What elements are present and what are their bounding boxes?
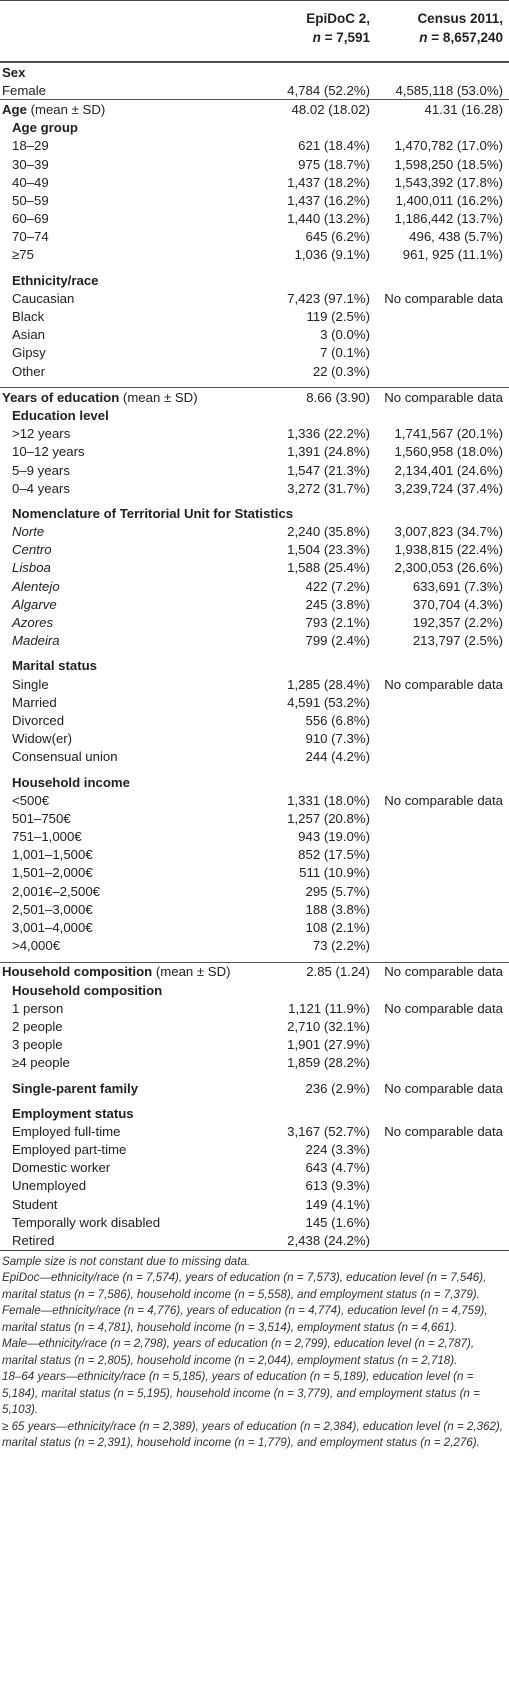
row-label-text: 50–59 [12, 192, 49, 208]
epidoc-value: 1,547 (21.3%) [287, 462, 370, 478]
table-row [0, 425, 509, 443]
table-row [0, 1122, 509, 1140]
census-value: 496, 438 (5.7%) [409, 229, 503, 245]
census-value: 1,741,567 (20.1%) [394, 426, 503, 442]
table-row [0, 479, 509, 497]
table-row [0, 1159, 509, 1177]
footnote: Sample size is not constant due to missing data. [2, 1254, 251, 1268]
epidoc-value: 8.66 (3.90) [306, 389, 370, 405]
epidoc-value: 556 (6.8%) [305, 712, 370, 728]
table-row [0, 882, 509, 900]
table-row [0, 864, 509, 882]
row-label [0, 481, 240, 496]
census-value: No comparable data [384, 290, 503, 306]
row-label-text: Other [12, 363, 45, 379]
row-spacer [0, 1097, 509, 1104]
row-label-text: 40–49 [12, 174, 49, 190]
epidoc-value: 108 (2.1%) [305, 920, 370, 936]
row-label [0, 1142, 240, 1157]
epidoc-value: 799 (2.4%) [305, 633, 370, 649]
epidoc-value: 1,437 (16.2%) [287, 192, 370, 208]
row-label [0, 560, 240, 575]
row-label-text: Single [12, 676, 49, 692]
row-label [0, 524, 240, 539]
row-label [0, 964, 240, 979]
row-label [0, 1055, 240, 1070]
row-label-text: Education level [12, 407, 109, 423]
table-row [0, 937, 509, 955]
row-spacer [0, 1072, 509, 1079]
table-row [0, 1141, 509, 1159]
row-label [0, 309, 240, 324]
epidoc-value: 975 (18.7%) [298, 156, 370, 172]
table-row [0, 443, 509, 461]
epidoc-value: 1,588 (25.4%) [287, 560, 370, 576]
row-label [0, 327, 240, 342]
header-epidoc [240, 1, 370, 61]
epidoc-value: 1,036 (9.1%) [294, 247, 370, 263]
epidoc-value: 7 (0.1%) [320, 345, 370, 361]
row-label-text: Centro [12, 542, 52, 558]
row-label-text: Female [2, 82, 46, 98]
epidoc-value: 1,901 (27.9%) [287, 1037, 370, 1053]
table-row [0, 81, 509, 99]
epidoc-value: 613 (9.3%) [305, 1178, 370, 1194]
row-label [0, 633, 240, 648]
census-value: 1,470,782 (17.0%) [394, 138, 503, 154]
header-epidoc-count: = 7,591 [320, 30, 370, 45]
row-spacer [0, 766, 509, 773]
row-label-text: Age group [12, 120, 78, 136]
row-label-text: 5–9 years [12, 462, 70, 478]
row-label [0, 120, 240, 135]
row-label [0, 884, 240, 899]
row-label-text: 2 people [12, 1018, 63, 1034]
table-row [0, 632, 509, 650]
census-value: 633,691 (7.3%) [412, 578, 503, 594]
footnote: 18–64 years—ethnicity/race (n = 5,185), years of education (n = 5,189), education level (n = 5,184), marital status (n = 5,195), household income (n = 3,779), and employment status (n = 5,103). [2, 1370, 480, 1417]
row-label-text: Nomenclature of Territorial Unit for Statistics [12, 505, 294, 521]
table-row [0, 504, 509, 522]
census-value: No comparable data [384, 676, 503, 692]
row-label [0, 847, 240, 862]
row-label [0, 713, 240, 728]
census-value: 3,239,724 (37.4%) [394, 480, 503, 496]
epidoc-value: 188 (3.8%) [305, 901, 370, 917]
row-label [0, 463, 240, 478]
census-value: 4,585,118 (53.0%) [395, 82, 503, 98]
table-row [0, 119, 509, 137]
row-label [0, 193, 240, 208]
row-label-text: Temporally work disabled [12, 1214, 161, 1230]
row-label-text: 1 person [12, 1000, 64, 1016]
table-row [0, 99, 509, 118]
row-label-text: Sex [2, 64, 26, 80]
row-label [0, 1197, 240, 1212]
table-footnotes [0, 1250, 509, 1452]
row-label [0, 211, 240, 226]
epidoc-value: 295 (5.7%) [305, 883, 370, 899]
table-row [0, 523, 509, 541]
epidoc-value: 643 (4.7%) [305, 1160, 370, 1176]
row-label-text: ≥75 [12, 247, 34, 263]
census-value: 3,007,823 (34.7%) [394, 524, 503, 540]
header-epidoc-line2 [240, 28, 370, 47]
row-label [0, 793, 240, 808]
row-label-text: 3,001–4,000€ [12, 920, 93, 936]
census-value: No comparable data [384, 1123, 503, 1139]
epidoc-value: 145 (1.6%) [305, 1214, 370, 1230]
table-row [0, 730, 509, 748]
footnote: ≥ 65 years—ethnicity/race (n = 2,389), years of education (n = 2,384), education level (n = 2,362), marital status (n = 2,391), household income (n = 1,779), and employment status (n = 2,276). [2, 1419, 503, 1450]
census-value: 370,704 (4.3%) [412, 596, 503, 612]
epidoc-value: 422 (7.2%) [305, 578, 370, 594]
row-label [0, 1215, 240, 1230]
table-row [0, 559, 509, 577]
table-row [0, 657, 509, 675]
epidoc-value: 3 (0.0%) [320, 327, 370, 343]
row-label [0, 579, 240, 594]
header-epidoc-n: n [312, 30, 321, 45]
table-row [0, 613, 509, 631]
census-value: 2,300,053 (26.6%) [394, 560, 503, 576]
table-row [0, 246, 509, 264]
row-label [0, 677, 240, 692]
row-label-text: Widow(er) [12, 731, 73, 747]
row-label [0, 1124, 240, 1139]
row-label-text: Alentejo [12, 578, 60, 594]
row-label-text: 60–69 [12, 211, 49, 227]
epidoc-value: 4,591 (53.2%) [287, 694, 370, 710]
header-census-line1: Census 2011, [417, 11, 503, 26]
table-row [0, 773, 509, 791]
row-spacer [0, 497, 509, 504]
row-label [0, 390, 240, 405]
table-row [0, 1054, 509, 1072]
table-row [0, 846, 509, 864]
row-label [0, 505, 294, 521]
table-row [0, 791, 509, 809]
epidoc-value: 245 (3.8%) [305, 596, 370, 612]
table-row [0, 271, 509, 289]
row-label [0, 157, 240, 172]
table-row [0, 1213, 509, 1231]
table-header [0, 0, 509, 62]
epidoc-value: 2,240 (35.8%) [287, 524, 370, 540]
row-label [0, 273, 240, 288]
table-row [0, 1036, 509, 1054]
row-label-text: <500€ [12, 792, 50, 808]
epidoc-value: 1,859 (28.2%) [287, 1055, 370, 1071]
table-row [0, 962, 509, 981]
epidoc-value: 1,257 (20.8%) [287, 810, 370, 826]
table-row [0, 999, 509, 1017]
census-value: 961, 925 (11.1%) [402, 247, 503, 263]
table-row [0, 173, 509, 191]
row-label [0, 938, 240, 953]
row-label [0, 658, 240, 673]
row-label-text: 2,501–3,000€ [12, 901, 93, 917]
row-label-text: Married [12, 694, 57, 710]
table-body [0, 62, 509, 1250]
epidoc-value: 793 (2.1%) [305, 615, 370, 631]
row-label-text: Algarve [12, 596, 57, 612]
row-label-text: Norte [12, 524, 45, 540]
table-row [0, 210, 509, 228]
epidoc-value: 1,331 (18.0%) [287, 792, 370, 808]
row-label-text: Azores [12, 615, 54, 631]
census-value: 2,134,401 (24.6%) [394, 462, 503, 478]
census-value: 213,797 (2.5%) [412, 633, 503, 649]
table-row [0, 461, 509, 479]
epidoc-value: 224 (3.3%) [305, 1142, 370, 1158]
table-row [0, 675, 509, 693]
epidoc-value: 910 (7.3%) [305, 731, 370, 747]
census-value: 1,186,442 (13.7%) [394, 211, 503, 227]
row-label [0, 615, 240, 630]
table-row [0, 918, 509, 936]
epidoc-value: 1,440 (13.2%) [287, 211, 370, 227]
row-label-text: Household income [12, 774, 130, 790]
epidoc-value: 621 (18.4%) [298, 138, 370, 154]
row-label-text: 70–74 [12, 229, 49, 245]
row-label-text: Household composition [2, 964, 153, 980]
epidoc-value: 119 (2.5%) [306, 309, 370, 325]
epidoc-value: 1,336 (22.2%) [287, 426, 370, 442]
epidoc-value: 852 (17.5%) [298, 847, 370, 863]
row-label [0, 65, 240, 80]
table-row [0, 307, 509, 325]
table-row [0, 387, 509, 406]
row-label [0, 364, 240, 379]
row-label [0, 597, 240, 612]
table-row [0, 406, 509, 424]
epidoc-value: 7,423 (97.1%) [287, 290, 370, 306]
row-label [0, 829, 240, 844]
epidoc-value: 3,272 (31.7%) [287, 480, 370, 496]
census-value: No comparable data [384, 1000, 503, 1016]
table-row [0, 228, 509, 246]
row-label [0, 695, 240, 710]
row-label [0, 983, 240, 998]
row-label-suffix: (mean ± SD) [152, 964, 231, 980]
row-label-text: Domestic worker [12, 1160, 111, 1176]
census-value: 192,357 (2.2%) [412, 615, 503, 631]
row-label-text: 0–4 years [12, 480, 70, 496]
row-label [0, 1160, 240, 1175]
table-row [0, 362, 509, 380]
epidoc-value: 2,438 (24.2%) [287, 1233, 370, 1249]
row-label-text: Household composition [12, 982, 163, 998]
row-label-text: 2,001€–2,500€ [12, 883, 101, 899]
row-label [0, 1037, 240, 1052]
row-label-text: >4,000€ [12, 938, 61, 954]
header-census [370, 1, 509, 61]
census-value: 1,560,958 (18.0%) [394, 444, 503, 460]
table-row [0, 62, 509, 81]
table-row [0, 326, 509, 344]
row-label-text: Unemployed [12, 1178, 87, 1194]
row-label [0, 102, 240, 117]
row-label-text: 1,501–2,000€ [12, 865, 93, 881]
row-label-text: 501–750€ [12, 810, 71, 826]
header-census-count: = 8,657,240 [427, 30, 503, 45]
epidoc-value: 73 (2.2%) [312, 938, 370, 954]
row-label-text: Consensual union [12, 749, 118, 765]
row-label-text: 751–1,000€ [12, 829, 82, 845]
header-empty-cell [0, 1, 240, 61]
row-spacer [0, 955, 509, 962]
census-value: 1,400,011 (16.2%) [395, 192, 503, 208]
row-spacer [0, 380, 509, 387]
table-row [0, 595, 509, 613]
row-label [0, 426, 240, 441]
table-row [0, 809, 509, 827]
footnote: EpiDoc—ethnicity/race (n = 7,574), years of education (n = 7,573), education level (n = 7,546), marital status (n = 7,586), household income (n = 5,558), and employment status (n = 7,379). [2, 1271, 487, 1301]
row-label [0, 444, 240, 459]
row-label-text: 10–12 years [12, 444, 85, 460]
table-row [0, 748, 509, 766]
row-label-text: Madeira [12, 633, 60, 649]
row-spacer [0, 650, 509, 657]
row-label [0, 920, 240, 935]
row-label [0, 83, 240, 98]
row-label [0, 542, 240, 557]
row-label-text: Single-parent family [12, 1080, 139, 1096]
header-census-n: n [419, 30, 428, 45]
row-label [0, 1178, 240, 1193]
row-label [0, 291, 240, 306]
census-value: No comparable data [384, 389, 503, 405]
row-label [0, 902, 240, 917]
table-row [0, 1104, 509, 1122]
table-row [0, 289, 509, 307]
epidoc-value: 1,504 (23.3%) [287, 542, 370, 558]
table-row [0, 344, 509, 362]
row-label [0, 1106, 240, 1121]
row-label-text: ≥4 people [12, 1055, 70, 1071]
epidoc-value: 4,784 (52.2%) [287, 82, 370, 98]
row-label [0, 775, 240, 790]
epidoc-value: 1,391 (24.8%) [287, 444, 370, 460]
row-label-text: Years of education [2, 389, 120, 405]
row-label [0, 749, 240, 764]
row-label [0, 731, 240, 746]
row-label-text: Student [12, 1196, 58, 1212]
header-census-line2 [370, 28, 503, 47]
table-row [0, 1177, 509, 1195]
row-label [0, 1233, 240, 1248]
row-label-text: Retired [12, 1233, 55, 1249]
table-row [0, 1231, 509, 1249]
table-row [0, 1017, 509, 1035]
row-label-text: Caucasian [12, 290, 75, 306]
epidoc-value: 1,285 (28.4%) [287, 676, 370, 692]
table-row [0, 711, 509, 729]
row-label [0, 1081, 240, 1096]
row-label-text: 3 people [12, 1037, 63, 1053]
row-label-text: Lisboa [12, 560, 51, 576]
row-label-text: >12 years [12, 426, 71, 442]
epidoc-value: 149 (4.1%) [305, 1196, 370, 1212]
census-value: No comparable data [384, 964, 503, 980]
row-label [0, 1019, 240, 1034]
row-label-suffix: (mean ± SD) [119, 389, 198, 405]
epidoc-value: 1,121 (11.9%) [288, 1000, 370, 1016]
row-label-suffix: (mean ± SD) [26, 101, 106, 117]
table-row [0, 155, 509, 173]
row-label-text: Age [2, 101, 27, 117]
row-label [0, 345, 240, 360]
table-row [0, 693, 509, 711]
table-row [0, 981, 509, 999]
row-label-text: 1,001–1,500€ [12, 847, 93, 863]
epidoc-value: 236 (2.9%) [305, 1080, 370, 1096]
census-value: 1,938,815 (22.4%) [394, 542, 503, 558]
epidoc-value: 511 (10.9%) [299, 865, 370, 881]
row-label-text: Divorced [12, 712, 65, 728]
row-label-text: Employment status [12, 1105, 134, 1121]
table-row [0, 900, 509, 918]
row-label-text: Gipsy [12, 345, 46, 361]
header-epidoc-line1: EpiDoC 2, [306, 11, 370, 26]
footnote: Female—ethnicity/race (n = 4,776), years of education (n = 4,774), education level (n = 4,759), marital status (n = 4,781), household income (n = 3,514), employment status (n = 4,661). [2, 1304, 488, 1334]
row-label [0, 865, 240, 880]
epidoc-value: 1,437 (18.2%) [287, 174, 370, 190]
epidoc-value: 22 (0.3%) [312, 363, 370, 379]
row-label [0, 811, 240, 826]
census-value: No comparable data [384, 792, 503, 808]
epidoc-value: 943 (19.0%) [298, 829, 370, 845]
census-value: 41.31 (16.28) [424, 101, 503, 117]
row-label [0, 175, 240, 190]
epidoc-value: 2,710 (32.1%) [287, 1018, 370, 1034]
row-label-text: 30–39 [12, 156, 49, 172]
table-row [0, 1079, 509, 1097]
census-value: 1,598,250 (18.5%) [394, 156, 503, 172]
row-label-text: Employed part-time [12, 1142, 127, 1158]
table-row [0, 191, 509, 209]
row-label-text: Ethnicity/race [12, 272, 99, 288]
table-row [0, 137, 509, 155]
epidoc-value: 645 (6.2%) [305, 229, 370, 245]
census-value: No comparable data [384, 1080, 503, 1096]
row-label-text: 18–29 [12, 138, 49, 154]
row-label [0, 1001, 240, 1016]
row-label [0, 408, 240, 423]
row-label [0, 247, 240, 262]
row-spacer [0, 264, 509, 271]
epidoc-value: 3,167 (52.7%) [287, 1123, 370, 1139]
epidoc-value: 244 (4.2%) [305, 749, 370, 765]
table-row [0, 1195, 509, 1213]
table-row [0, 828, 509, 846]
footnote: Male—ethnicity/race (n = 2,798), years of education (n = 2,799), education level (n = 2,787), marital status (n = 2,805), household income (n = 2,044), employment status (n = 2,718). [2, 1337, 475, 1367]
census-value: 1,543,392 (17.8%) [394, 174, 503, 190]
row-label-text: Asian [12, 327, 45, 343]
row-label-text: Marital status [12, 658, 98, 674]
row-label-text: Employed full-time [12, 1123, 121, 1139]
row-label-text: Black [12, 309, 45, 325]
table-row [0, 577, 509, 595]
epidoc-value: 48.02 (18.02) [291, 101, 370, 117]
row-label [0, 229, 240, 244]
row-label [0, 138, 240, 153]
table-row [0, 541, 509, 559]
epidoc-value: 2.85 (1.24) [306, 964, 370, 980]
